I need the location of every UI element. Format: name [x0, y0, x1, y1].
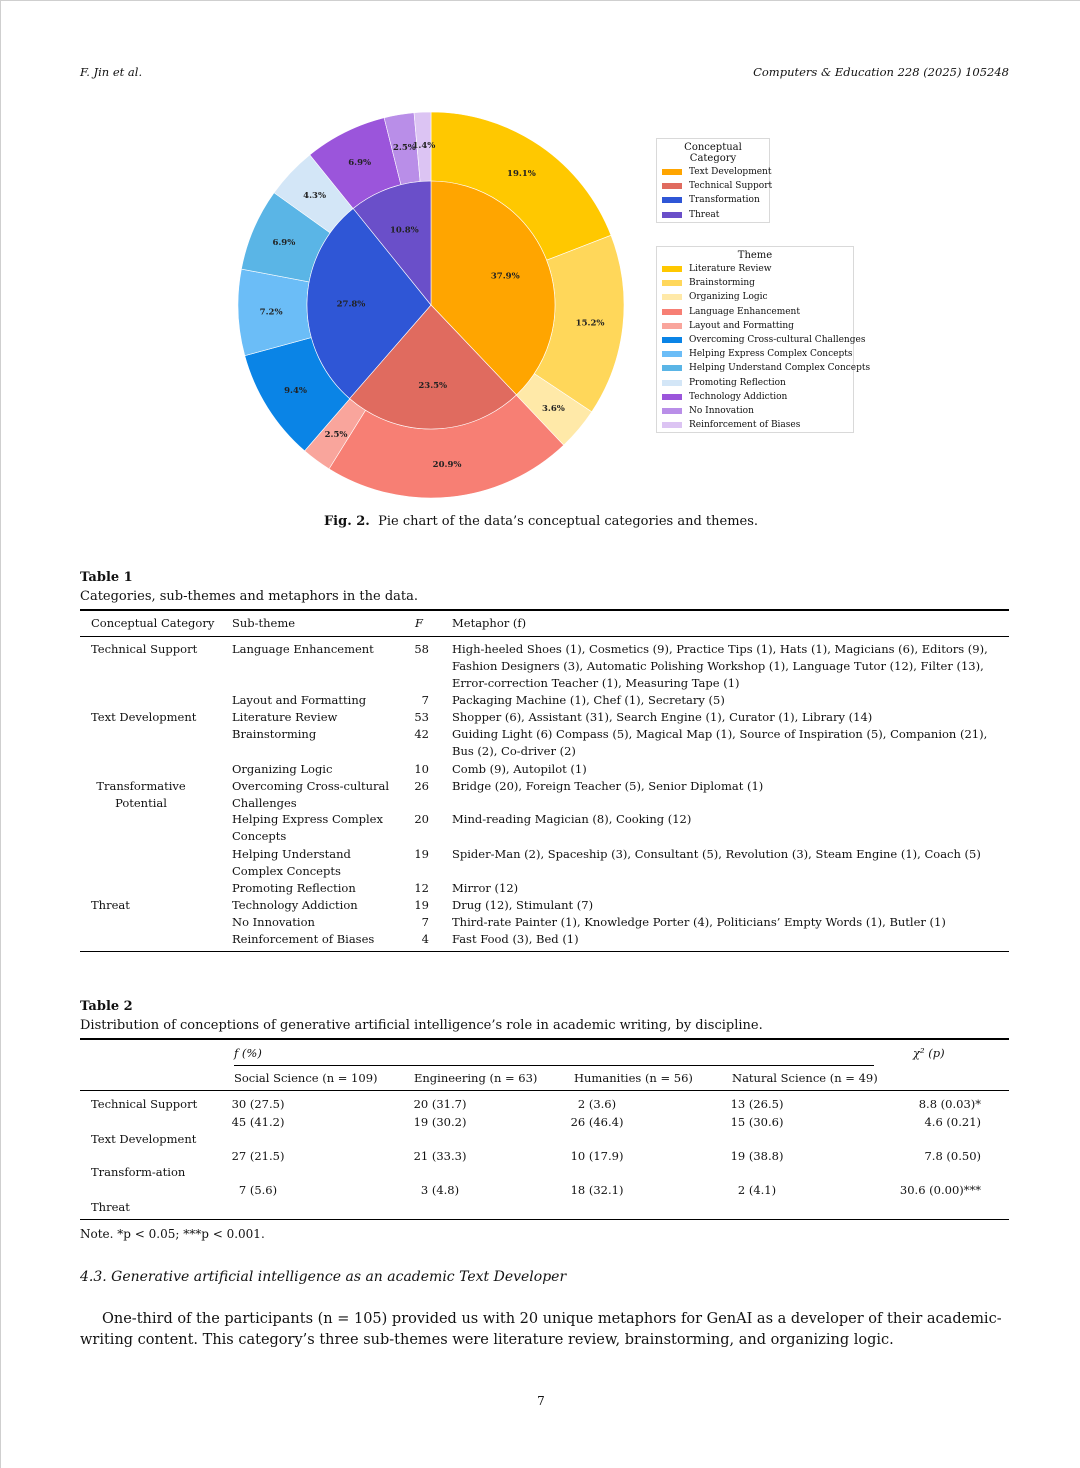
- table1-cell-subtheme: Overcoming Cross-cultural Challenges: [232, 779, 390, 810]
- table1-cell-metaphor: Third-rate Painter (1), Knowledge Porter (4), Politicians’ Empty Words (1), Butler (1): [452, 915, 946, 929]
- table1-cell-f: 19: [414, 847, 429, 861]
- running-header-authors: F. Jin et al.: [80, 65, 143, 79]
- legend-label: Organizing Logic: [689, 292, 768, 303]
- table1-header-category: Conceptual Category: [91, 616, 215, 630]
- legend-entry: [657, 305, 853, 319]
- legend-title: Conceptual Category: [684, 142, 742, 164]
- table1-cell-subtheme: Language Enhancement: [232, 642, 374, 656]
- table1-cell-metaphor: Packaging Machine (1), Chef (1), Secretary (5): [452, 693, 725, 707]
- page-number: 7: [537, 1394, 545, 1408]
- table1-cell-metaphor: Guiding Light (6) Compass (5), Magical Map (1), Source of Inspiration (5), Companion (21), Bus (2), Co-driver (2): [452, 727, 988, 758]
- table2-row-label: Text Development: [91, 1132, 197, 1146]
- table1-cell-subtheme: Promoting Reflection: [232, 881, 356, 895]
- table1-cell-metaphor: High-heeled Shoes (1), Cosmetics (9), Practice Tips (1), Hats (1), Magicians (6), Editors (9), Fashion Designers (3), Automatic Polishing Workshop (1), Language Tutor (12), Filter (13), Error-correction Teacher (1), Measuring Tape (1): [452, 642, 988, 690]
- legend-swatch: [662, 266, 682, 272]
- table1-cell-f: 53: [414, 710, 429, 724]
- legend-swatch: [662, 422, 682, 428]
- legend-swatch: [662, 394, 682, 400]
- table1-cell-f: 7: [421, 915, 429, 929]
- table2-cell: 13 (26.5): [730, 1097, 784, 1111]
- legend-label: Brainstorming: [689, 278, 755, 289]
- outer-slice-label: 2.5%: [393, 143, 416, 154]
- legend-entry: [657, 179, 773, 193]
- legend-swatch: [662, 408, 682, 414]
- legend-swatch: [662, 212, 682, 218]
- outer-slice-label: 20.9%: [432, 460, 462, 471]
- table2-col-social-science: Social Science (n = 109): [234, 1071, 378, 1085]
- table1-cell-f: 10: [414, 762, 429, 776]
- table1-cell-metaphor: Mirror (12): [452, 881, 519, 895]
- legend-entry: [657, 319, 853, 333]
- legend-label: Text Development: [689, 167, 772, 178]
- inner-slice-label: 10.8%: [389, 225, 419, 236]
- table1-cell-subtheme: Layout and Formatting: [232, 693, 367, 707]
- table2-col-humanities: Humanities (n = 56): [574, 1071, 693, 1085]
- table1-title: Table 1: [80, 570, 133, 585]
- table1-cell-f: 42: [414, 727, 429, 741]
- table1-cell-f: 26: [414, 779, 429, 793]
- legend-entry: [657, 418, 853, 432]
- table1-cell-metaphor: Mind-reading Magician (8), Cooking (12): [452, 812, 692, 826]
- outer-slice-label: 19.1%: [507, 169, 536, 180]
- table1-cell-f: 19: [414, 898, 429, 912]
- legend-entry: [657, 290, 853, 304]
- table2-col-natural-science: Natural Science (n = 49): [732, 1071, 878, 1085]
- table2-cell: 19 (38.8): [730, 1149, 784, 1163]
- legend-swatch: [662, 351, 682, 357]
- legend-label: Layout and Formatting: [689, 320, 794, 331]
- table2-chi-header: χ² (p): [913, 1046, 945, 1060]
- table1-cell-subtheme: Organizing Logic: [232, 762, 333, 776]
- table2-cell: 30 (27.5): [231, 1097, 285, 1111]
- table1-subtitle: Categories, sub-themes and metaphors in the data.: [80, 589, 419, 604]
- section-heading: 4.3. Generative artificial intelligence as an academic Text Developer: [80, 1269, 567, 1285]
- table1-header-subtheme: Sub-theme: [232, 616, 296, 630]
- table1-cell-subtheme: Helping Express Complex Concepts: [232, 812, 383, 843]
- table2-cell: 7 (5.6): [238, 1183, 278, 1197]
- table1-cell-metaphor: Bridge (20), Foreign Teacher (5), Senior Diplomat (1): [452, 779, 764, 793]
- table2-cell: 26 (46.4): [570, 1115, 624, 1129]
- table1-cell-metaphor: Shopper (6), Assistant (31), Search Engine (1), Curator (1), Library (14): [452, 710, 873, 724]
- pie-chart: [231, 105, 631, 505]
- legend-swatch: [662, 183, 682, 189]
- outer-slice-label: 7.2%: [259, 307, 283, 318]
- legend-label: Technology Addiction: [689, 391, 788, 402]
- legend-title: Theme: [737, 250, 773, 261]
- table2-note: Note. *p < 0.05; ***p < 0.001.: [80, 1227, 265, 1241]
- table2-bottom-rule: [80, 1219, 1009, 1220]
- table2-cell: 45 (41.2): [231, 1115, 285, 1129]
- table1-cell-metaphor: Spider-Man (2), Spaceship (3), Consultant (5), Revolution (3), Steam Engine (1), Coach (5): [452, 847, 981, 861]
- legend-swatch: [662, 323, 682, 329]
- inner-slice-label: 37.9%: [490, 271, 520, 282]
- outer-slice-label: 4.3%: [303, 191, 327, 202]
- table2-cell: 15 (30.6): [730, 1115, 784, 1129]
- legend-swatch: [662, 197, 682, 203]
- legend-label: Promoting Reflection: [689, 377, 786, 388]
- table2-top-rule: [80, 1038, 1009, 1040]
- legend-entry: [657, 404, 853, 418]
- table2-cell: 18 (32.1): [570, 1183, 624, 1197]
- legend-theme: [656, 246, 871, 433]
- table2-cell: 19 (30.2): [413, 1115, 467, 1129]
- table1-cell-f: 20: [414, 812, 429, 826]
- legend-swatch: [662, 337, 682, 343]
- table2-group-header: f (%): [234, 1046, 262, 1060]
- table1-cell-f: 7: [421, 693, 429, 707]
- table2-group-rule: [234, 1065, 874, 1066]
- table2-chi-cell: 7.8 (0.50): [924, 1149, 981, 1163]
- outer-slice-label: 15.2%: [575, 318, 605, 329]
- figure-caption: [1, 514, 1080, 529]
- legend-swatch: [662, 365, 682, 371]
- legend-entry: [657, 276, 853, 290]
- legend-label: Overcoming Cross-cultural Challenges: [689, 335, 866, 346]
- legend-swatch: [662, 280, 682, 286]
- legend-conceptual-category: [656, 138, 773, 223]
- table1-cell-subtheme: No Innovation: [232, 915, 315, 929]
- table2-cell: 3 (4.8): [420, 1183, 460, 1197]
- table2-header-rule: [80, 1090, 1009, 1091]
- table2-chi-cell: 4.6 (0.21): [924, 1115, 981, 1129]
- figure-caption-text: Pie chart of the data’s conceptual categories and themes.: [378, 514, 759, 529]
- table2-cell: 2 (4.1): [737, 1183, 777, 1197]
- table1-cell-f: 12: [414, 881, 429, 895]
- inner-slice-label: 27.8%: [336, 299, 366, 310]
- table1-cell-f: 4: [421, 932, 429, 946]
- legend-label: Transformation: [689, 195, 760, 206]
- table2-chi-cell: 30.6 (0.00)***: [899, 1183, 981, 1197]
- legend-entry: [657, 376, 853, 390]
- legend-entry: [657, 262, 853, 276]
- legend-entry: [657, 208, 769, 222]
- outer-slice-label: 3.6%: [541, 404, 565, 415]
- table2-subtitle: Distribution of conceptions of generative artificial intelligence’s role in academic writing, by discipline.: [80, 1018, 763, 1033]
- legend-label: Threat: [689, 209, 720, 220]
- body-paragraph: One-third of the participants (n = 105) provided us with 20 unique metaphors for GenAI as a developer of their academic-writing content. This category’s three sub-themes were literature review, brainstorming, and organizing logic.: [80, 1311, 1002, 1348]
- table1-cell-category: Transformative Potential: [96, 779, 186, 810]
- legend-entry: [657, 165, 772, 179]
- table1-cell-category: Threat: [91, 898, 130, 912]
- legend-swatch: [662, 169, 682, 175]
- table2-title: Table 2: [80, 999, 133, 1014]
- table1-cell-metaphor: Fast Food (3), Bed (1): [452, 932, 579, 946]
- outer-slice-label: 9.4%: [284, 386, 307, 397]
- table1-header-rule: [80, 636, 1009, 637]
- outer-slice-label: 2.5%: [324, 429, 348, 440]
- table2-cell: 20 (31.7): [413, 1097, 467, 1111]
- legend-entry: [657, 390, 853, 404]
- legend-label: Language Enhancement: [689, 306, 800, 317]
- legend-label: Technical Support: [689, 181, 773, 192]
- table1-bottom-rule: [80, 951, 1009, 952]
- table1-cell-subtheme: Helping Understand Complex Concepts: [232, 847, 351, 878]
- table1-header-metaphor: Metaphor (f): [452, 616, 527, 630]
- legend-entry: [657, 347, 853, 361]
- running-header-journal: Computers & Education 228 (2025) 105248: [753, 65, 1009, 79]
- table1-cell-subtheme: Literature Review: [232, 710, 338, 724]
- figure-label: Fig. 2.: [323, 514, 370, 529]
- outer-slice-label: 6.9%: [348, 157, 372, 168]
- outer-slice-label: 6.9%: [272, 238, 296, 249]
- outer-slice-label: 1.4%: [412, 141, 436, 152]
- table2-cell: 27 (21.5): [231, 1149, 285, 1163]
- table1-cell-metaphor: Comb (9), Autopilot (1): [452, 762, 587, 776]
- table1-cell-metaphor: Drug (12), Stimulant (7): [452, 898, 594, 912]
- legend-swatch: [662, 309, 682, 315]
- table1-cell-category: Text Development: [91, 710, 197, 724]
- legend-entry: [657, 333, 866, 347]
- table2-row-label: Technical Support: [91, 1097, 198, 1111]
- legend-label: Literature Review: [689, 264, 772, 275]
- legend-swatch: [662, 380, 682, 386]
- table1-cell-f: 58: [414, 642, 429, 656]
- legend-label: Reinforcement of Biases: [689, 420, 801, 431]
- table2-row-label: Threat: [91, 1200, 130, 1214]
- legend-label: No Innovation: [689, 405, 754, 416]
- table1-cell-category: Technical Support: [91, 642, 198, 656]
- legend-label: Helping Understand Complex Concepts: [689, 363, 871, 374]
- table1-header-f: F: [415, 616, 423, 630]
- legend-entry: [657, 193, 769, 207]
- table2-cell: 2 (3.6): [577, 1097, 617, 1111]
- table1-top-rule: [80, 609, 1009, 611]
- table2-col-engineering: Engineering (n = 63): [414, 1071, 538, 1085]
- table2-chi-cell: 8.8 (0.03)*: [918, 1097, 981, 1111]
- legend-swatch: [662, 294, 682, 300]
- legend-label: Helping Express Complex Concepts: [689, 349, 853, 360]
- legend-entry: [657, 361, 871, 375]
- table2-cell: 10 (17.9): [570, 1149, 624, 1163]
- table1-cell-subtheme: Brainstorming: [232, 727, 317, 741]
- table2-row-label: Transform-ation: [91, 1165, 186, 1179]
- table1-cell-subtheme: Reinforcement of Biases: [232, 932, 375, 946]
- inner-slice-label: 23.5%: [418, 380, 448, 391]
- table1-cell-subtheme: Technology Addiction: [232, 898, 358, 912]
- table2-cell: 21 (33.3): [413, 1149, 467, 1163]
